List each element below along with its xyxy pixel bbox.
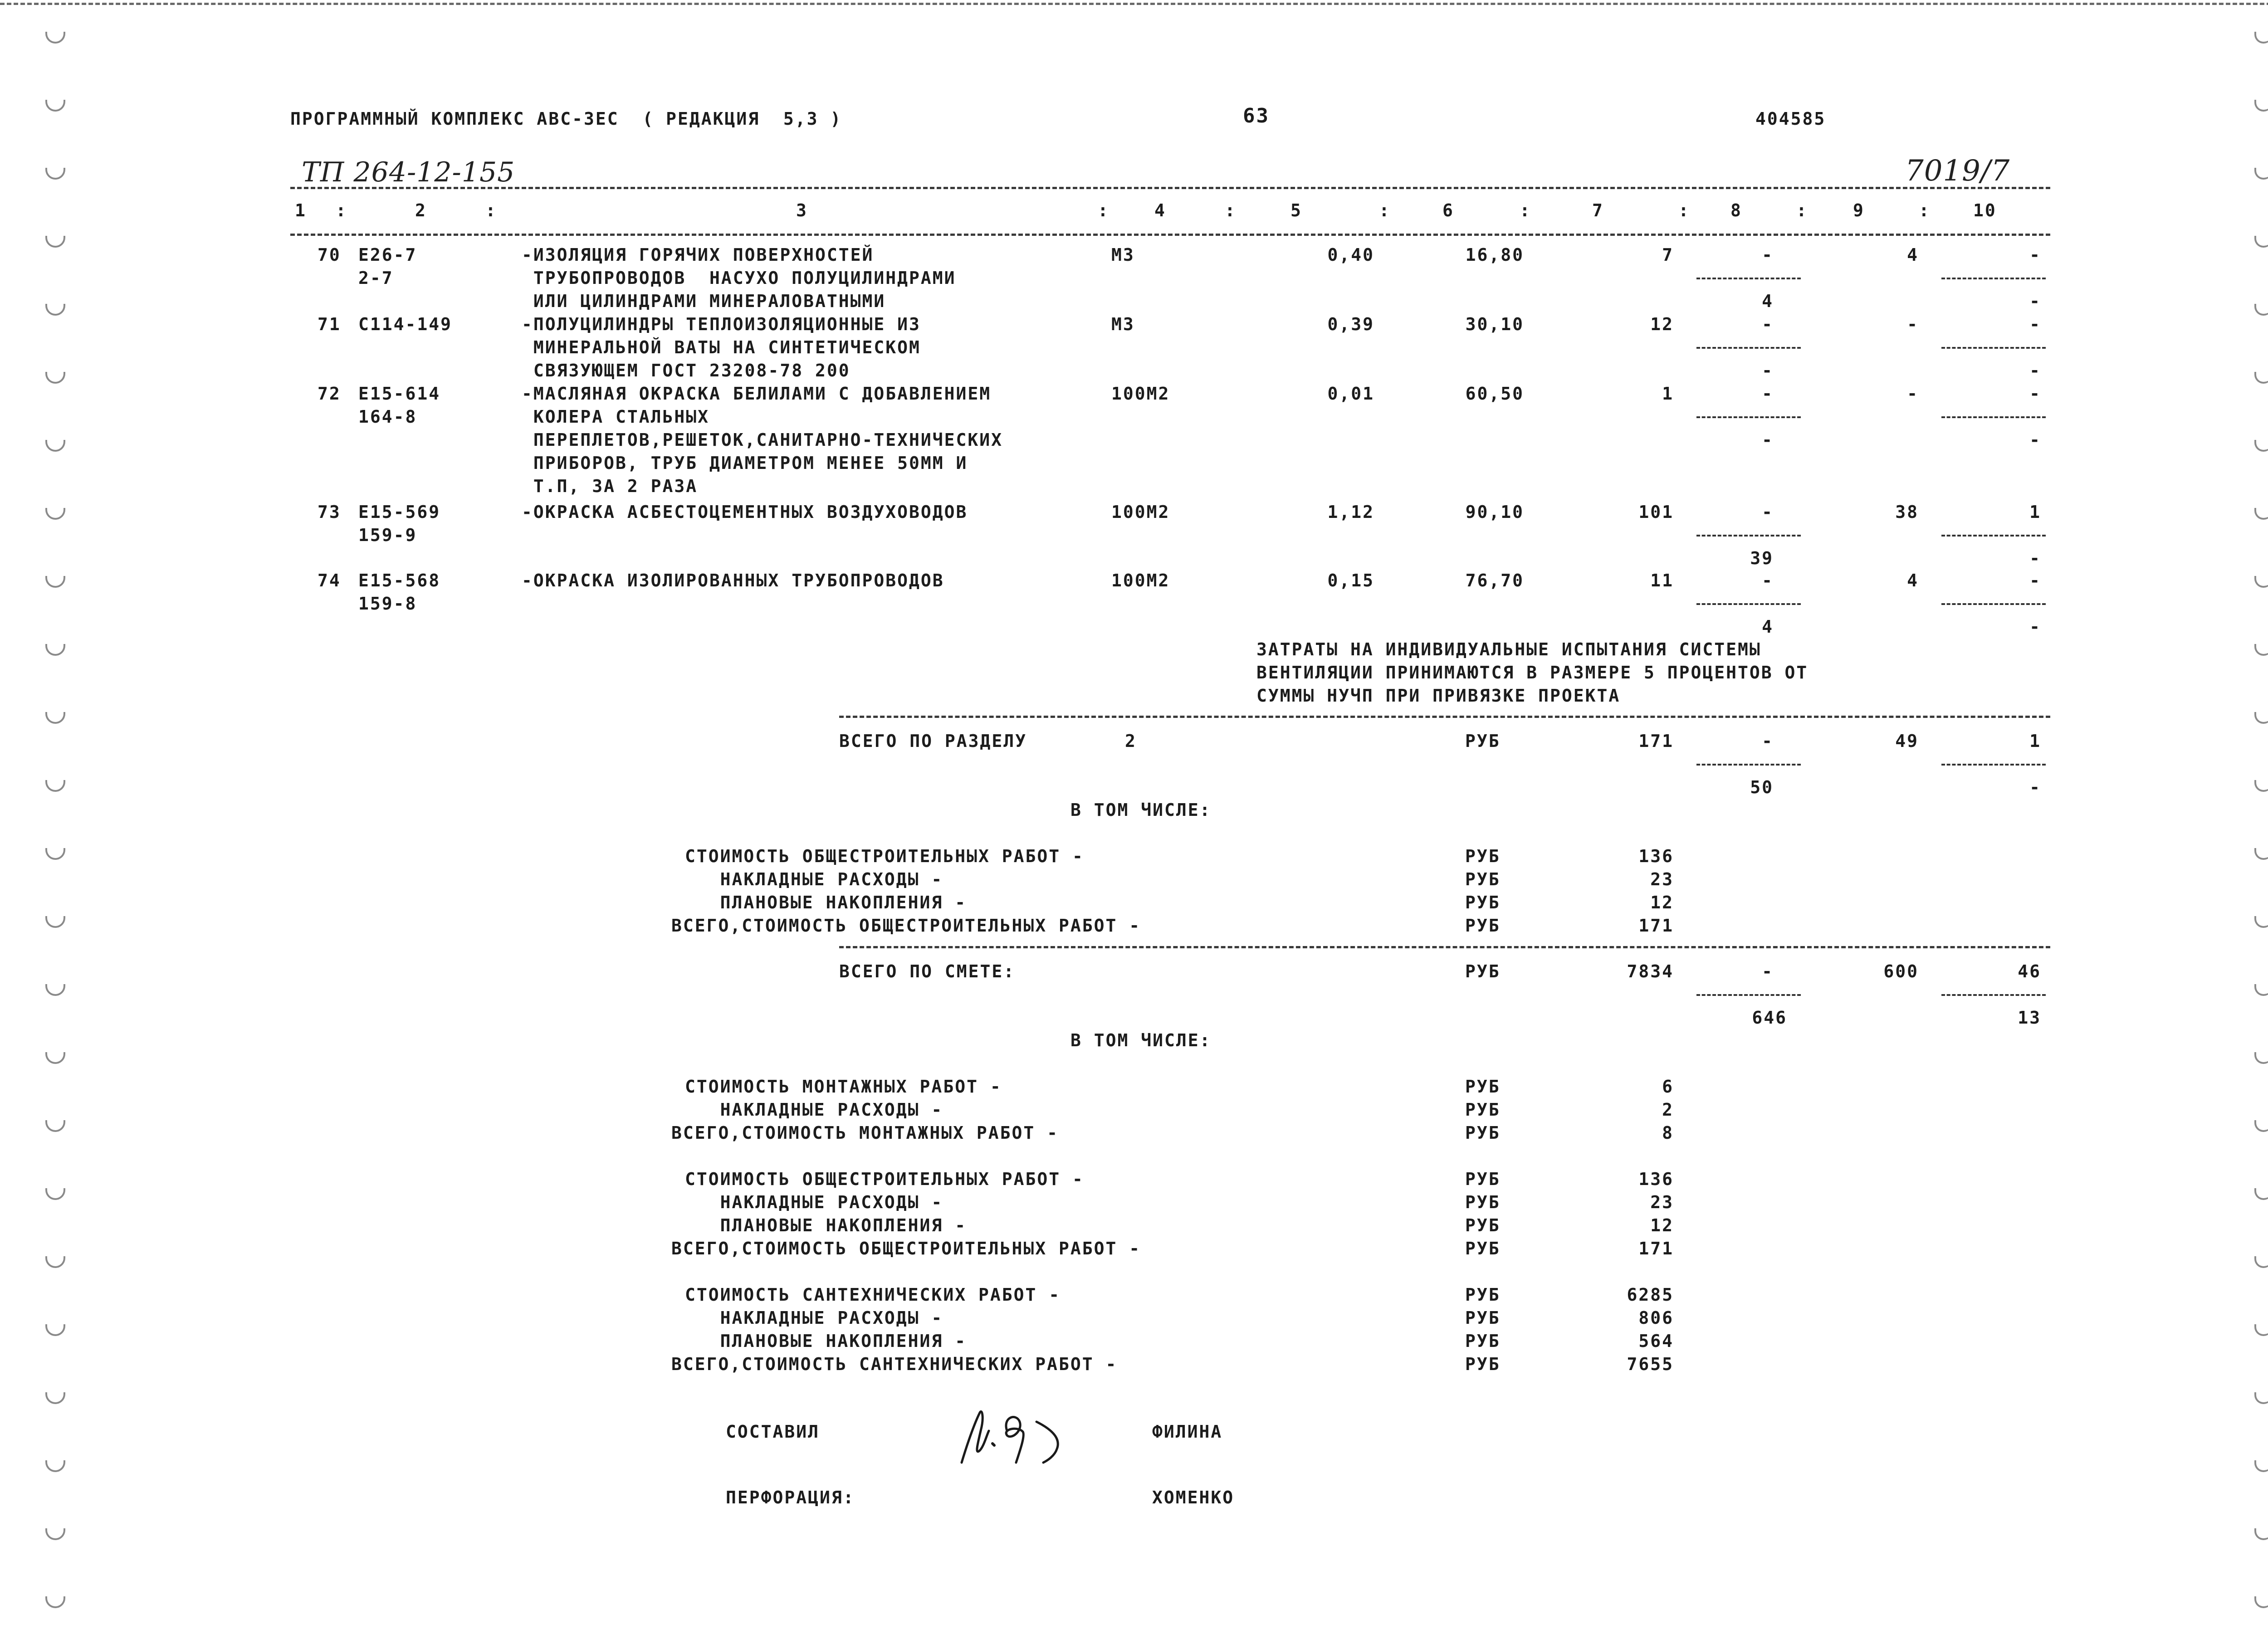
fraction-line	[1941, 278, 2046, 279]
compiled-by-name: ФИЛИНА	[1152, 1422, 1223, 1442]
section-total-rule	[839, 716, 2050, 718]
col8-bottom: -	[1762, 361, 1774, 380]
rate-subcode: 2-7	[358, 268, 394, 288]
fraction-line	[1696, 603, 1801, 605]
col10-bottom: -	[2029, 777, 2041, 797]
col9-value: 38	[1895, 502, 1919, 522]
breakdown-value: 8	[1662, 1123, 1674, 1143]
breakdown-label: ВСЕГО,СТОИМОСТЬ ОБЩЕСТРОИТЕЛЬНЫХ РАБОТ -	[671, 1239, 1141, 1258]
rate-code: Е26-7	[358, 245, 417, 265]
rate-code: Е15-569	[358, 502, 441, 522]
note-line: ВЕНТИЛЯЦИИ ПРИНИМАЮТСЯ В РАЗМЕРЕ 5 ПРОЦЕНТОВ ОТ	[1256, 663, 1809, 683]
rate-subcode: 159-8	[358, 594, 417, 614]
perforation-hole	[45, 440, 65, 452]
breakdown-value: 171	[1638, 1239, 1674, 1258]
breakdown-label: ВСЕГО,СТОИМОСТЬ ОБЩЕСТРОИТЕЛЬНЫХ РАБОТ -	[671, 916, 1141, 936]
breakdown-value: 23	[1650, 1192, 1674, 1212]
total-cost: 7834	[1627, 961, 1674, 981]
fraction-line	[1941, 347, 2046, 349]
perforation-hole	[45, 916, 65, 928]
currency-unit: РУБ	[1465, 1077, 1501, 1097]
perforation-hole	[2254, 236, 2268, 248]
breakdown-value: 136	[1638, 846, 1674, 866]
fraction-line	[1941, 764, 2046, 766]
perforation-hole	[2254, 508, 2268, 520]
perforation-hole	[45, 1256, 65, 1268]
col10-top: -	[2029, 384, 2041, 404]
perforation-hole	[45, 1528, 65, 1540]
fraction-line	[1696, 994, 1801, 996]
sheet-reference: 7019/7	[1905, 154, 2010, 188]
perforation-hole	[2254, 984, 2268, 996]
perforation-label: ПЕРФОРАЦИЯ:	[726, 1488, 855, 1507]
rate-code: С114-149	[358, 314, 453, 334]
col9-value: 49	[1895, 731, 1919, 751]
column-header: 5	[1290, 200, 1302, 220]
work-description: -ПОЛУЦИЛИНДРЫ ТЕПЛОИЗОЛЯЦИОННЫЕ ИЗ	[522, 314, 921, 334]
rate-subcode: 164-8	[358, 407, 417, 427]
including-heading: В ТОМ ЧИСЛЕ:	[1070, 800, 1212, 820]
left-perforation-strip	[41, 0, 77, 1634]
breakdown-value: 806	[1638, 1308, 1674, 1328]
breakdown-value: 12	[1650, 1215, 1674, 1235]
perforation-hole	[2254, 712, 2268, 724]
row-number: 72	[318, 384, 341, 404]
col8-bottom: 4	[1762, 617, 1774, 637]
breakdown-value: 171	[1638, 916, 1674, 936]
breakdown-label: НАКЛАДНЫЕ РАСХОДЫ -	[685, 1192, 943, 1212]
unit-price: 30,10	[1465, 314, 1524, 334]
unit-of-measure: М3	[1111, 245, 1135, 265]
column-header: 4	[1154, 200, 1166, 220]
breakdown-label: СТОИМОСТЬ ОБЩЕСТРОИТЕЛЬНЫХ РАБОТ -	[685, 846, 1084, 866]
column-separator: :	[1098, 200, 1110, 220]
perforation-hole	[2254, 372, 2268, 384]
currency-unit: РУБ	[1465, 1285, 1501, 1305]
work-description: МИНЕРАЛЬНОЙ ВАТЫ НА СИНТЕТИЧЕСКОМ	[522, 337, 921, 357]
currency-unit: РУБ	[1465, 1123, 1501, 1143]
work-description: ПЕРЕПЛЕТОВ,РЕШЕТОК,САНИТАРНО-ТЕХНИЧЕСКИХ	[522, 430, 1003, 450]
perforation-hole	[45, 712, 65, 724]
work-description: -МАСЛЯНАЯ ОКРАСКА БЕЛИЛАМИ С ДОБАВЛЕНИЕМ	[522, 384, 992, 404]
col9-value: 600	[1883, 961, 1919, 981]
col10-bottom: -	[2029, 291, 2041, 311]
currency-unit: РУБ	[1465, 869, 1501, 889]
col8-top: -	[1762, 731, 1774, 751]
col8-bottom: 646	[1752, 1008, 1787, 1028]
paper-top-edge	[0, 3, 2268, 5]
total-cost: 171	[1638, 731, 1674, 751]
column-separator: :	[1678, 200, 1690, 220]
right-perforation-strip	[2250, 0, 2268, 1634]
column-separator: :	[1520, 200, 1531, 220]
quantity: 0,40	[1327, 245, 1374, 265]
perforation-hole	[2254, 440, 2268, 452]
column-header: 7	[1592, 200, 1604, 220]
perforation-hole	[45, 1324, 65, 1336]
quantity: 1,12	[1327, 502, 1374, 522]
col9-value: 4	[1907, 245, 1919, 265]
estimate-total-rule	[839, 946, 2050, 948]
breakdown-label: СТОИМОСТЬ САНТЕХНИЧЕСКИХ РАБОТ -	[685, 1285, 1061, 1305]
perforation-hole	[45, 100, 65, 112]
perforation-hole	[2254, 1256, 2268, 1268]
col10-top: 1	[2029, 502, 2041, 522]
section-count: 2	[1125, 731, 1137, 751]
perforation-hole	[45, 984, 65, 996]
perforation-hole	[45, 236, 65, 248]
unit-price: 16,80	[1465, 245, 1524, 265]
column-header: 8	[1730, 200, 1742, 220]
col10-bottom: 13	[2018, 1008, 2041, 1028]
total-cost: 101	[1638, 502, 1674, 522]
currency-unit: РУБ	[1465, 1354, 1501, 1374]
perforation-hole	[2254, 780, 2268, 792]
perforation-hole	[2254, 1120, 2268, 1132]
row-number: 73	[318, 502, 341, 522]
col8-bottom: 4	[1762, 291, 1774, 311]
unit-price: 60,50	[1465, 384, 1524, 404]
column-header: 9	[1853, 200, 1865, 220]
perforation-hole	[2254, 32, 2268, 44]
column-header-rule	[290, 234, 2050, 236]
fraction-line	[1696, 416, 1801, 418]
compiled-by-label: СОСТАВИЛ	[726, 1422, 820, 1442]
col8-top: -	[1762, 961, 1774, 981]
column-separator: :	[1379, 200, 1391, 220]
fraction-line	[1696, 347, 1801, 349]
including-heading: В ТОМ ЧИСЛЕ:	[1070, 1030, 1212, 1050]
col9-value: -	[1907, 384, 1919, 404]
perforation-hole	[45, 644, 65, 656]
total-cost: 11	[1650, 571, 1674, 590]
perforation-hole	[2254, 1528, 2268, 1540]
header-rule	[290, 187, 2050, 189]
perforation-hole	[45, 1120, 65, 1132]
column-separator: :	[1919, 200, 1931, 220]
currency-unit: РУБ	[1465, 1331, 1501, 1351]
work-description: -ИЗОЛЯЦИЯ ГОРЯЧИХ ПОВЕРХНОСТЕЙ	[522, 245, 874, 265]
fraction-line	[1696, 278, 1801, 279]
breakdown-value: 6285	[1627, 1285, 1674, 1305]
work-description: -ОКРАСКА ИЗОЛИРОВАННЫХ ТРУБОПРОВОДОВ	[522, 571, 944, 590]
fraction-line	[1941, 535, 2046, 537]
rate-code: Е15-568	[358, 571, 441, 590]
total-cost: 12	[1650, 314, 1674, 334]
unit-of-measure: 100М2	[1111, 384, 1170, 404]
perforation-hole	[45, 304, 65, 316]
currency-unit: РУБ	[1465, 731, 1501, 751]
column-header: 3	[796, 200, 808, 220]
section-total-label: ВСЕГО ПО РАЗДЕЛУ	[839, 731, 1027, 751]
breakdown-label: НАКЛАДНЫЕ РАСХОДЫ -	[685, 1100, 943, 1120]
breakdown-value: 12	[1650, 893, 1674, 912]
fraction-line	[1941, 994, 2046, 996]
column-separator: :	[1796, 200, 1808, 220]
unit-price: 76,70	[1465, 571, 1524, 590]
col8-bottom: 50	[1750, 777, 1774, 797]
currency-unit: РУБ	[1465, 846, 1501, 866]
currency-unit: РУБ	[1465, 1308, 1501, 1328]
currency-unit: РУБ	[1465, 1239, 1501, 1258]
row-number: 74	[318, 571, 341, 590]
row-number: 71	[318, 314, 341, 334]
breakdown-label: ВСЕГО,СТОИМОСТЬ МОНТАЖНЫХ РАБОТ -	[671, 1123, 1059, 1143]
perforation-hole	[2254, 644, 2268, 656]
breakdown-label: ПЛАНОВЫЕ НАКОПЛЕНИЯ -	[685, 1331, 967, 1351]
page-number: 63	[1243, 104, 1270, 127]
handwritten-signature	[943, 1404, 1080, 1472]
breakdown-label: ПЛАНОВЫЕ НАКОПЛЕНИЯ -	[685, 1215, 967, 1235]
breakdown-label: СТОИМОСТЬ МОНТАЖНЫХ РАБОТ -	[685, 1077, 1002, 1097]
breakdown-value: 23	[1650, 869, 1674, 889]
breakdown-label: СТОИМОСТЬ ОБЩЕСТРОИТЕЛЬНЫХ РАБОТ -	[685, 1169, 1084, 1189]
column-separator: :	[485, 200, 497, 220]
row-number: 70	[318, 245, 341, 265]
col10-bottom: -	[2029, 548, 2041, 568]
rate-code: Е15-614	[358, 384, 441, 404]
perforation-hole	[45, 576, 65, 588]
col8-top: -	[1762, 384, 1774, 404]
col10-top: -	[2029, 314, 2041, 334]
perforation-hole	[45, 168, 65, 180]
perforation-hole	[2254, 1460, 2268, 1472]
quantity: 0,15	[1327, 571, 1374, 590]
column-header: 10	[1973, 200, 1997, 220]
breakdown-value: 2	[1662, 1100, 1674, 1120]
breakdown-label: ПЛАНОВЫЕ НАКОПЛЕНИЯ -	[685, 893, 967, 912]
fraction-line	[1696, 535, 1801, 537]
currency-unit: РУБ	[1465, 961, 1501, 981]
quantity: 0,01	[1327, 384, 1374, 404]
breakdown-label: НАКЛАДНЫЕ РАСХОДЫ -	[685, 1308, 943, 1328]
perforation-hole	[45, 1596, 65, 1608]
column-header: 2	[415, 200, 427, 220]
col10-top: 46	[2018, 961, 2041, 981]
work-description: ТРУБОПРОВОДОВ НАСУХО ПОЛУЦИЛИНДРАМИ	[522, 268, 956, 288]
col10-bottom: -	[2029, 361, 2041, 380]
breakdown-label: НАКЛАДНЫЕ РАСХОДЫ -	[685, 869, 943, 889]
work-description: ИЛИ ЦИЛИНДРАМИ МИНЕРАЛОВАТНЫМИ	[522, 291, 886, 311]
col8-bottom: -	[1762, 430, 1774, 450]
work-description: КОЛЕРА СТАЛЬНЫХ	[522, 407, 710, 427]
breakdown-value: 136	[1638, 1169, 1674, 1189]
perforation-hole	[45, 1188, 65, 1200]
breakdown-value: 6	[1662, 1077, 1674, 1097]
unit-of-measure: М3	[1111, 314, 1135, 334]
unit-price: 90,10	[1465, 502, 1524, 522]
perforation-hole	[2254, 1188, 2268, 1200]
fraction-line	[1941, 603, 2046, 605]
project-reference: ТП 264-12-155	[302, 156, 515, 188]
note-line: ЗАТРАТЫ НА ИНДИВИДУАЛЬНЫЕ ИСПЫТАНИЯ СИСТЕМЫ	[1256, 639, 1761, 659]
perforation-hole	[2254, 1392, 2268, 1404]
perforation-hole	[2254, 1596, 2268, 1608]
col10-bottom: -	[2029, 430, 2041, 450]
perforation-hole	[45, 508, 65, 520]
perforation-name: ХОМЕНКО	[1152, 1488, 1235, 1507]
currency-unit: РУБ	[1465, 1169, 1501, 1189]
col8-top: -	[1762, 502, 1774, 522]
breakdown-value: 7655	[1627, 1354, 1674, 1374]
perforation-hole	[2254, 576, 2268, 588]
col10-top: -	[2029, 245, 2041, 265]
currency-unit: РУБ	[1465, 1215, 1501, 1235]
estimate-total-label: ВСЕГО ПО СМЕТЕ:	[839, 961, 1016, 981]
col8-top: -	[1762, 571, 1774, 590]
perforation-hole	[45, 848, 65, 860]
perforation-hole	[2254, 100, 2268, 112]
currency-unit: РУБ	[1465, 893, 1501, 912]
note-line: СУММЫ НУЧП ПРИ ПРИВЯЗКЕ ПРОЕКТА	[1256, 686, 1621, 706]
perforation-hole	[45, 780, 65, 792]
column-separator: :	[336, 200, 347, 220]
breakdown-label: ВСЕГО,СТОИМОСТЬ САНТЕХНИЧЕСКИХ РАБОТ -	[671, 1354, 1118, 1374]
document-code: 404585	[1755, 109, 1826, 129]
column-separator: :	[1225, 200, 1237, 220]
perforation-hole	[45, 1392, 65, 1404]
perforation-hole	[2254, 1324, 2268, 1336]
rate-subcode: 159-9	[358, 525, 417, 545]
currency-unit: РУБ	[1465, 1100, 1501, 1120]
work-description: ПРИБОРОВ, ТРУБ ДИАМЕТРОМ МЕНЕЕ 50ММ И	[522, 453, 968, 473]
column-header: 1	[295, 200, 307, 220]
breakdown-value: 564	[1638, 1331, 1674, 1351]
fraction-line	[1941, 416, 2046, 418]
col8-top: -	[1762, 245, 1774, 265]
col8-bottom: 39	[1750, 548, 1774, 568]
perforation-hole	[45, 1052, 65, 1064]
col10-top: 1	[2029, 731, 2041, 751]
work-description: СВЯЗУЮЩЕМ ГОСТ 23208-78 200	[522, 361, 850, 380]
col10-top: -	[2029, 571, 2041, 590]
unit-of-measure: 100М2	[1111, 502, 1170, 522]
currency-unit: РУБ	[1465, 1192, 1501, 1212]
perforation-hole	[45, 372, 65, 384]
perforation-hole	[45, 32, 65, 44]
currency-unit: РУБ	[1465, 916, 1501, 936]
perforation-hole	[2254, 848, 2268, 860]
col8-top: -	[1762, 314, 1774, 334]
work-description: -ОКРАСКА АСБЕСТОЦЕМЕНТНЫХ ВОЗДУХОВОДОВ	[522, 502, 968, 522]
fraction-line	[1696, 764, 1801, 766]
column-header: 6	[1442, 200, 1454, 220]
work-description: Т.П, ЗА 2 РАЗА	[522, 476, 698, 496]
unit-of-measure: 100М2	[1111, 571, 1170, 590]
perforation-hole	[45, 1460, 65, 1472]
col10-bottom: -	[2029, 617, 2041, 637]
perforation-hole	[2254, 1052, 2268, 1064]
quantity: 0,39	[1327, 314, 1374, 334]
perforation-hole	[2254, 304, 2268, 316]
total-cost: 7	[1662, 245, 1674, 265]
col9-value: -	[1907, 314, 1919, 334]
total-cost: 1	[1662, 384, 1674, 404]
col9-value: 4	[1907, 571, 1919, 590]
program-header: ПРОГРАММНЫЙ КОМПЛЕКС АВС-ЗЕС ( РЕДАКЦИЯ 5,3 )	[290, 109, 842, 129]
perforation-hole	[2254, 168, 2268, 180]
perforation-hole	[2254, 916, 2268, 928]
